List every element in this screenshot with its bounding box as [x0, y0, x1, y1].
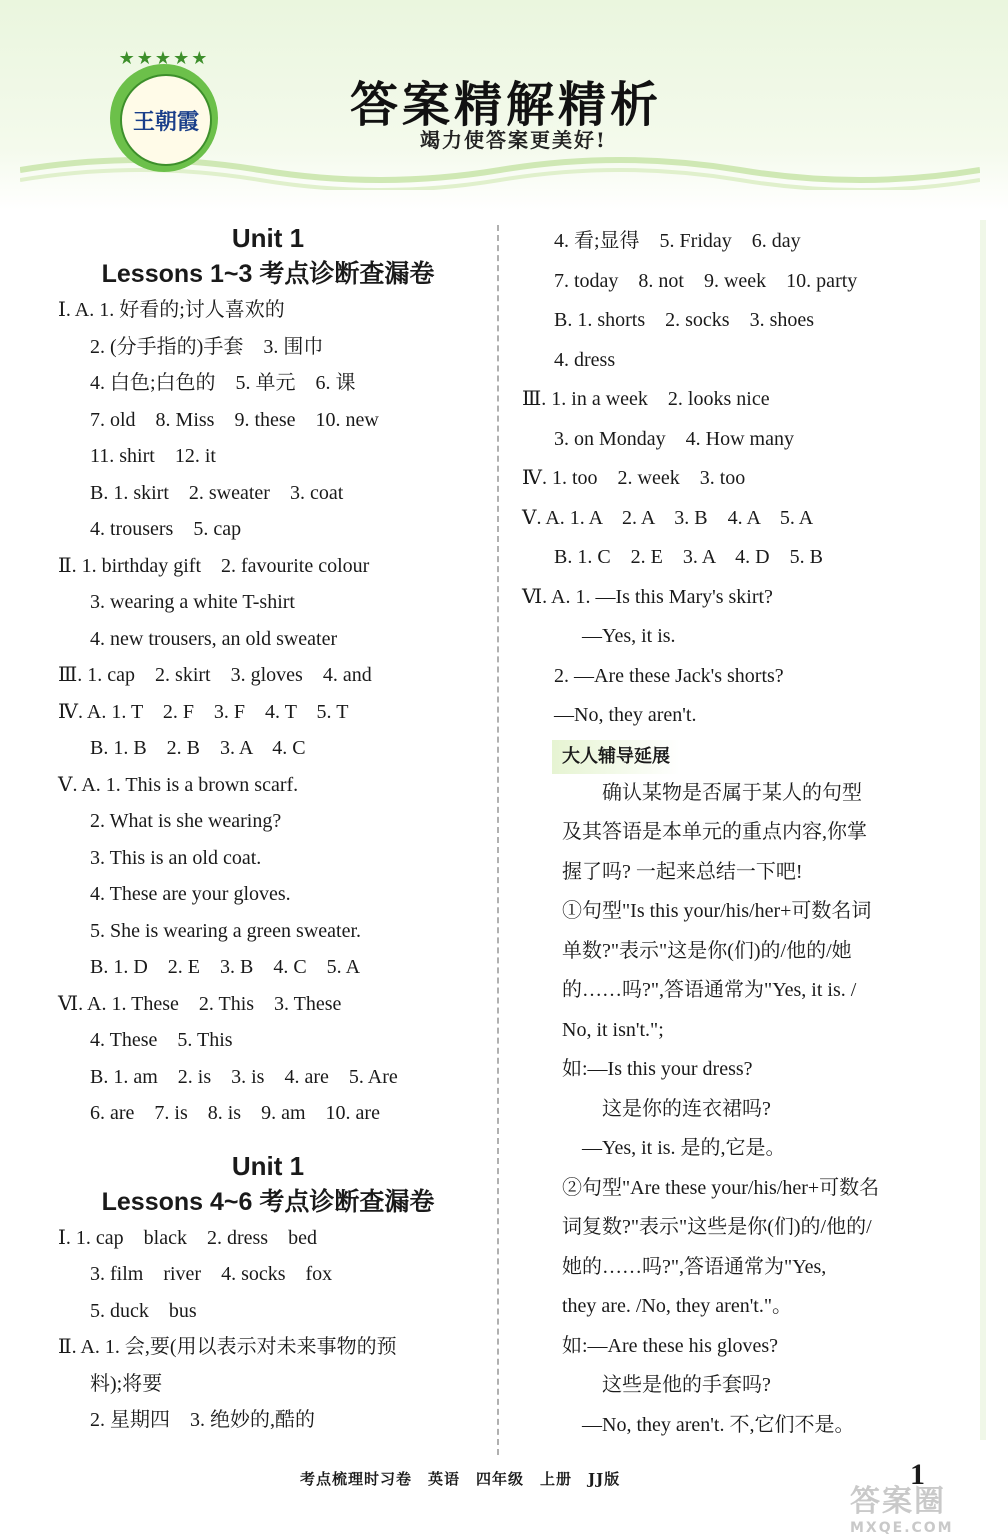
extension-line: 这些是他的手套吗? [562, 1374, 771, 1396]
answer-line: 7. today 8. not 9. week 10. party [554, 269, 858, 292]
extension-line: —No, they aren't. 不,它们不是。 [562, 1413, 855, 1436]
answer-line: 5. duck bus [90, 1299, 197, 1322]
answer-line: 4. These are your gloves. [90, 883, 291, 905]
answer-line: 4. dress [554, 348, 616, 371]
page-title: 答案精解精析 [350, 77, 663, 133]
lesson-heading: Lessons 1~3 考点诊断查漏卷 [101, 260, 435, 288]
answer-line: 11. shirt 12. it [90, 445, 216, 467]
answer-line: 4. These 5. This [90, 1029, 233, 1051]
answer-line: Ⅲ. 1. in a week 2. looks nice [522, 388, 770, 410]
page-subtitle: 竭力使答案更美好! [420, 128, 607, 152]
answer-line: 5. She is wearing a green sweater. [90, 919, 362, 942]
answer-line: 2. 星期四 3. 绝妙的,酷的 [90, 1409, 315, 1431]
column-divider [497, 225, 499, 1455]
extension-line: ②句型"Are these your/his/her+可数名 [562, 1176, 880, 1199]
extension-line: 这是你的连衣裙吗? [562, 1097, 771, 1120]
answer-line: Ⅱ. A. 1. 会,要(用以表示对未来事物的预 [58, 1336, 397, 1358]
brand-logo [110, 48, 218, 172]
answer-line: —Yes, it is. [582, 625, 676, 647]
answer-line: 3. on Monday 4. How many [554, 427, 794, 450]
answer-line: B. 1. D 2. E 3. B 4. C 5. A [90, 956, 361, 978]
extension-line: 她的……吗?",答语通常为"Yes, [562, 1255, 827, 1278]
answer-line: 4. new trousers, an old sweater [90, 627, 338, 650]
answer-line: Ⅴ. A. 1. A 2. A 3. B 4. A 5. A [522, 506, 814, 529]
answer-line: 6. are 7. is 8. is 9. am 10. are [90, 1102, 380, 1124]
answer-line: B. 1. shorts 2. socks 3. shoes [554, 309, 815, 331]
answer-line: 2. What is she wearing? [90, 810, 282, 832]
side-stripe [980, 220, 986, 1440]
answer-line: 4. trousers 5. cap [90, 518, 242, 540]
answer-line: 3. wearing a white T-shirt [90, 591, 295, 613]
answer-line: Ⅰ. 1. cap black 2. dress bed [58, 1226, 317, 1249]
answer-line: 3. film river 4. socks fox [90, 1263, 333, 1285]
extension-heading: 大人辅导延展 [552, 740, 680, 774]
book-info: 考点梳理时习卷 英语 四年级 上册 JJ版 [300, 1470, 621, 1488]
extension-line: 如:—Are these his gloves? [562, 1334, 779, 1357]
answer-line: Ⅵ. A. 1. —Is this Mary's skirt? [522, 585, 773, 608]
answer-line: 7. old 8. Miss 9. these 10. new [90, 408, 379, 431]
answer-line: 2. —Are these Jack's shorts? [554, 664, 784, 687]
extension-line: ①句型"Is this your/his/her+可数名词 [562, 900, 872, 922]
logo-stars: ★★★★★ [118, 48, 210, 68]
extension-line: 握了吗? 一起来总结一下吧! [562, 860, 803, 883]
answer-line: Ⅱ. 1. birthday gift 2. favourite colour [58, 554, 370, 577]
left-column [58, 220, 478, 1439]
logo-text: 王朝霞 [120, 74, 212, 166]
extension-line: 单数?"表示"这是你(们)的/他的/她 [562, 939, 852, 962]
extension-line: 确认某物是否属于某人的句型 [562, 781, 862, 804]
answer-line: Ⅳ. A. 1. T 2. F 3. F 4. T 5. T [58, 700, 349, 723]
extension-line: 如:—Is this your dress? [562, 1058, 753, 1080]
unit-heading: Unit 1 [231, 1150, 305, 1181]
extension-line: 的……吗?",答语通常为"Yes, it is. / [562, 979, 857, 1001]
answer-line: B. 1. B 2. B 3. A 4. C [90, 737, 306, 759]
answer-line: Ⅳ. 1. too 2. week 3. too [522, 467, 746, 489]
unit-heading: Unit 1 [231, 223, 305, 253]
page-number: 1 [910, 1458, 925, 1491]
answer-line: Ⅵ. A. 1. These 2. This 3. These [58, 992, 342, 1015]
answer-line: Ⅰ. A. 1. 好看的;讨人喜欢的 [58, 299, 285, 321]
answer-line: 4. 白色;白色的 5. 单元 6. 课 [90, 372, 356, 394]
answer-line: Ⅲ. 1. cap 2. skirt 3. gloves 4. and [58, 664, 372, 686]
extension-line: No, it isn't."; [562, 1018, 664, 1041]
answer-line: Ⅴ. A. 1. This is a brown scarf. [58, 773, 299, 796]
watermark-line1: 答案圈 [850, 1484, 946, 1519]
watermark [850, 1476, 1000, 1536]
right-column [522, 222, 952, 1445]
extension-line: they are. /No, they aren't."。 [562, 1295, 793, 1317]
answer-line: 4. 看;显得 5. Friday 6. day [554, 230, 801, 252]
answer-line: —No, they aren't. [554, 704, 697, 726]
extension-line: 词复数?"表示"这些是你(们)的/他的/ [562, 1216, 872, 1238]
answer-line: B. 1. skirt 2. sweater 3. coat [90, 481, 344, 504]
watermark-line2: MXQE.COM [850, 1520, 954, 1536]
extension-line: 及其答语是本单元的重点内容,你掌 [562, 821, 867, 843]
lesson-heading: Lessons 4~6 考点诊断查漏卷 [101, 1187, 435, 1216]
answer-line: 2. (分手指的)手套 3. 围巾 [90, 335, 324, 358]
answer-line: B. 1. C 2. E 3. A 4. D 5. B [554, 546, 823, 568]
answer-line: 3. This is an old coat. [90, 846, 262, 869]
answer-line: 料);将要 [90, 1372, 163, 1395]
answer-line: B. 1. am 2. is 3. is 4. are 5. Are [90, 1065, 398, 1088]
extension-line: —Yes, it is. 是的,它是。 [562, 1137, 786, 1159]
page-header [0, 0, 1008, 210]
